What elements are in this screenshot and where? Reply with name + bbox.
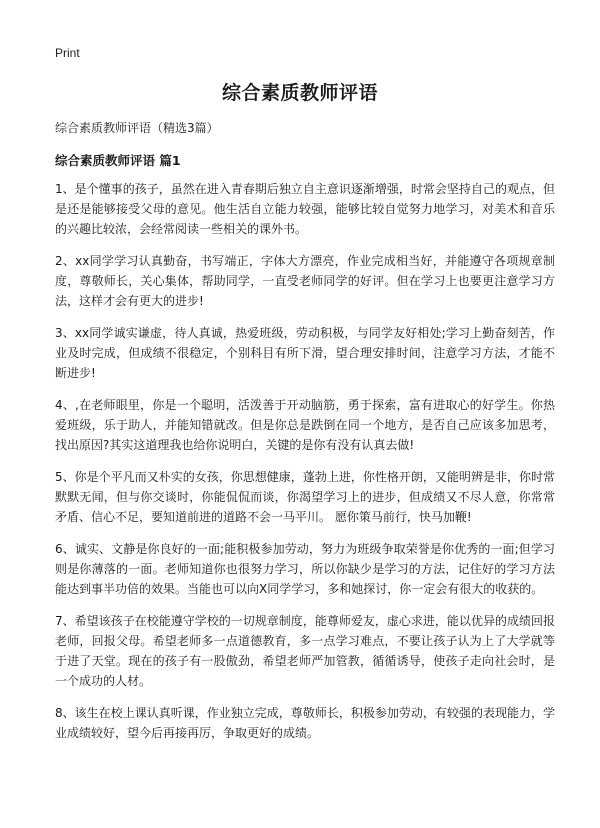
document-subtitle: 综合素质教师评语（精选3篇） — [55, 121, 219, 135]
print-link[interactable]: Print — [55, 46, 80, 60]
paragraph-5: 5、你是个平凡而又朴实的女孩，你思想健康，蓬勃上进，你性格开朗，又能明辨是非，你时常默默无闻，但与你交谈时，你能侃侃而谈，你渴望学习上的进步，但成绩又不尽人意，你常常矛盾、信心不足，要知道前进的道路不会一马平川。 愿你策马前行，快马加鞭! — [55, 470, 555, 524]
paragraph-6: 6、诚实、文静是你良好的一面;能积极参加劳动，努力为班级争取荣誉是你优秀的一面;但学习则是你薄落的一面。老师知道你也很努力学习，所以你缺少是学习的方法，记住好的学习方法能达到事半功倍的效果。当能也可以向X同学学习，多和她探讨，你一定会有很大的收获的。 — [55, 542, 555, 596]
document-title: 综合素质教师评语 — [221, 82, 378, 104]
paragraph-4: 4、,在老师眼里，你是一个聪明，活泼善于开动脑筋，勇于探索，富有进取心的好学生。你热爱班级，乐于助人，并能知错就改。但是你总是跌倒在同一个地方，是否自己应该多加思考，找出原因?其实这道理我也给你说明白，关键的是你有没有认真去做! — [55, 398, 555, 452]
document-body — [55, 179, 555, 755]
paragraph-8: 8、该生在校上课认真听课，作业独立完成，尊敬师长，积极参加劳动，有较强的表现能力，学业成绩较好，望今后再接再厉，争取更好的成绩。 — [55, 706, 555, 740]
section-heading: 综合素质教师评语 篇1 — [55, 153, 181, 168]
paragraph-1: 1、是个懂事的孩子，虽然在进入青春期后独立自主意识逐渐增强，时常会坚持自己的观点，但是还是能够接受父母的意见。他生活自立能力较强，能够比较自觉努力地学习，对美术和音乐的兴趣比较浓，会经常阅读一些相关的课外书。 — [55, 182, 555, 236]
paragraph-3: 3、xx同学诚实谦虚，待人真诚，热爱班级，劳动积极，与同学友好相处;学习上勤奋刻苦，作业及时完成，但成绩不很稳定，个别科目有所下滑，望合理安排时间，注意学习方法，才能不断进步! — [55, 326, 555, 380]
paragraph-2: 2、xx同学学习认真勤奋，书写端正，字体大方漂亮，作业完成相当好，并能遵守各项规章制度，尊敬师长，关心集体，帮助同学，一直受老师同学的好评。但在学习上也要更注意学习方法，这样才会有更大的进步! — [55, 254, 555, 308]
paragraph-7: 7、希望该孩子在校能遵守学校的一切规章制度，能尊师爱友，虚心求进，能以优异的成绩回报老师，回报父母。希望老师多一点道德教育，多一点学习难点，不要让孩子认为上了大学就等于进了天堂。现在的孩子有一股傲劲，希望老师严加管教，循循诱导，使孩子走向社会时，是一个成功的人材。 — [55, 614, 555, 688]
